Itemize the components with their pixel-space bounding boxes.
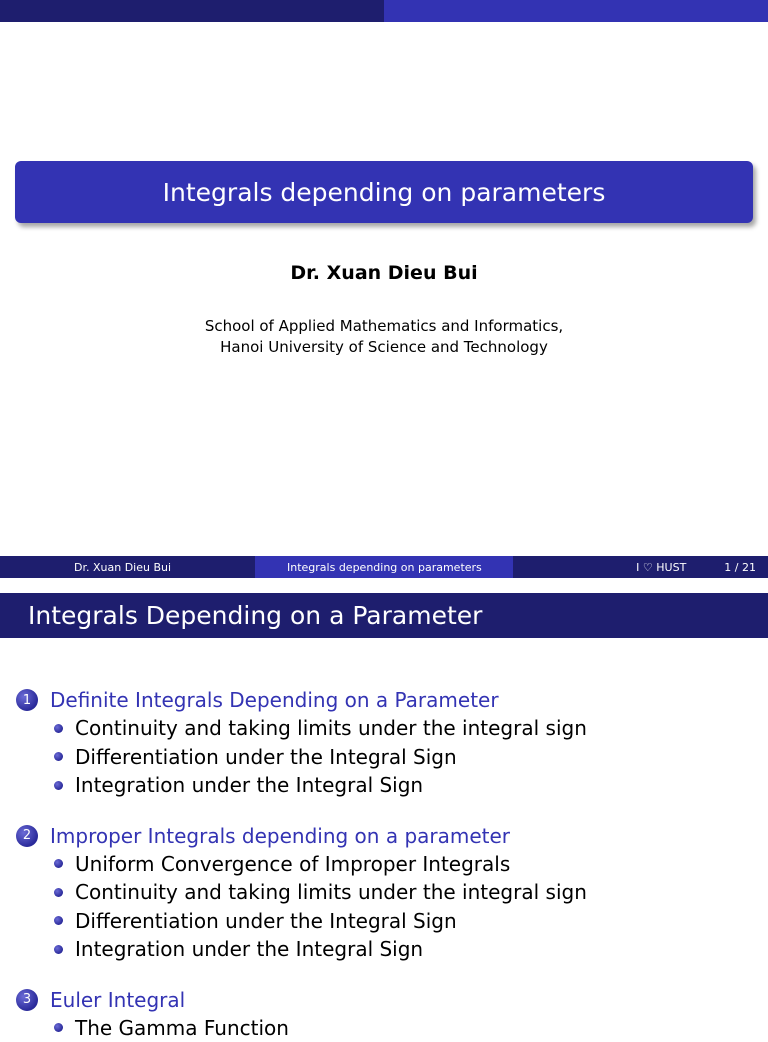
institution — [0, 316, 768, 358]
footer-tagline: I ♡ HUST — [636, 561, 686, 574]
frame-title — [0, 593, 768, 638]
toc-section-1[interactable] — [16, 686, 756, 714]
presentation-title: Integrals depending on parameters — [163, 178, 606, 207]
toc-section-3[interactable] — [16, 986, 756, 1014]
institution-line-1: School of Applied Mathematics and Informatics, — [0, 316, 768, 337]
top-bar — [0, 0, 768, 22]
subsection-label[interactable]: The Gamma Function — [75, 1016, 289, 1040]
footer-bar — [0, 556, 768, 578]
toc-subsection[interactable] — [16, 878, 756, 907]
frame-title-text: Integrals Depending on a Parameter — [28, 601, 482, 630]
outline-slide — [0, 580, 768, 1024]
section-number-badge: 2 — [16, 825, 38, 847]
section-label[interactable]: Improper Integrals depending on a parameter — [50, 824, 510, 848]
subsection-label[interactable]: Continuity and taking limits under the integral sign — [75, 716, 587, 740]
footer-title-text: Integrals depending on parameters — [287, 561, 482, 574]
subsection-label[interactable]: Uniform Convergence of Improper Integrals — [75, 852, 510, 876]
toc-subsection[interactable] — [16, 907, 756, 936]
footer-right — [513, 556, 768, 578]
bullet-icon — [54, 724, 63, 733]
author-name: Dr. Xuan Dieu Bui — [0, 262, 768, 284]
bullet-icon — [54, 781, 63, 790]
top-bar-right — [384, 0, 768, 22]
toc-subsection[interactable] — [16, 714, 756, 743]
bullet-icon — [54, 1023, 63, 1032]
subsection-label[interactable]: Differentiation under the Integral Sign — [75, 745, 457, 769]
bullet-icon — [54, 859, 63, 868]
toc-subsection[interactable] — [16, 743, 756, 772]
section-number-badge: 3 — [16, 989, 38, 1011]
toc-subsection[interactable] — [16, 771, 756, 800]
section-number-badge: 1 — [16, 689, 38, 711]
section-label[interactable]: Euler Integral — [50, 988, 185, 1012]
toc-subsection[interactable] — [16, 850, 756, 879]
bullet-icon — [54, 752, 63, 761]
toc-subsection[interactable] — [16, 1014, 756, 1042]
section-label[interactable]: Definite Integrals Depending on a Parameter — [50, 688, 499, 712]
table-of-contents — [16, 686, 756, 1042]
subsection-label[interactable]: Integration under the Integral Sign — [75, 773, 423, 797]
toc-section-2[interactable] — [16, 822, 756, 850]
institution-line-2: Hanoi University of Science and Technology — [0, 337, 768, 358]
bullet-icon — [54, 916, 63, 925]
bullet-icon — [54, 888, 63, 897]
footer-author-text: Dr. Xuan Dieu Bui — [74, 561, 171, 574]
presentation-title-box — [15, 161, 753, 223]
subsection-label[interactable]: Continuity and taking limits under the integral sign — [75, 880, 587, 904]
subsection-label[interactable]: Differentiation under the Integral Sign — [75, 909, 457, 933]
toc-subsection[interactable] — [16, 935, 756, 964]
footer-author — [0, 556, 255, 578]
bullet-icon — [54, 945, 63, 954]
subsection-label[interactable]: Integration under the Integral Sign — [75, 937, 423, 961]
footer-title — [255, 556, 513, 578]
page-number: 1 / 21 — [724, 561, 756, 574]
top-bar-left — [0, 0, 384, 22]
